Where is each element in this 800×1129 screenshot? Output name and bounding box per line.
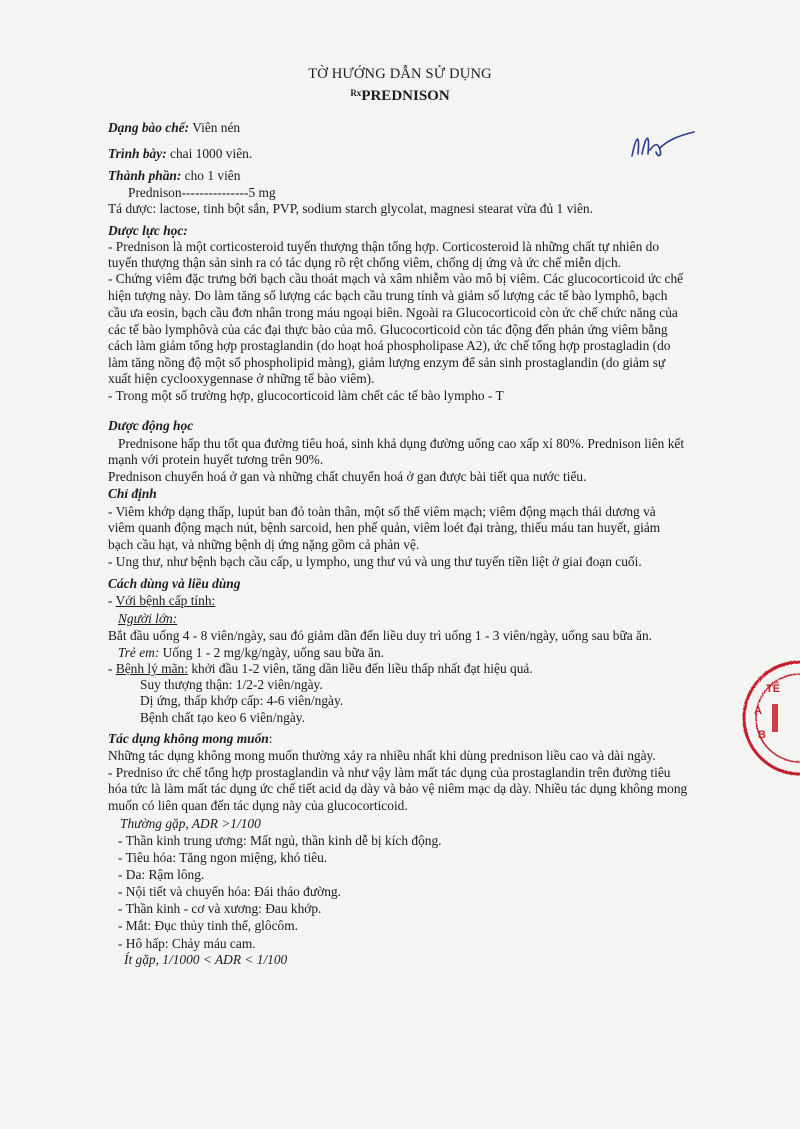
text-span: : bbox=[268, 731, 273, 746]
text-line bbox=[108, 748, 656, 764]
text-span: Dị ứng, thấp khớp cấp: 4-6 viên/ngày. bbox=[140, 693, 344, 708]
text-span: hóa tức là làm mất tác dụng ức chế tiết acid dạ dày và bảo vệ niêm mạc dạ dày. Nhiều tác dụng không mong bbox=[108, 781, 688, 796]
handwritten-signature bbox=[628, 126, 698, 166]
text-line bbox=[118, 645, 384, 661]
text-span: làm tăng nồng độ một số phospholipid màng), giảm lượng enzym để sản sinh prostaglandin (do giảm sự bbox=[108, 355, 666, 370]
text-span: bạch cầu hạt, và những bệnh dị ứng nặng gồm cả phản vệ. bbox=[108, 537, 420, 552]
text-span: Người lớn: bbox=[118, 611, 178, 626]
text-line bbox=[108, 223, 188, 239]
text-span: - Tiêu hóa: Tăng ngon miệng, khó tiêu. bbox=[118, 850, 328, 865]
text-line bbox=[108, 661, 533, 677]
text-span: Uống 1 - 2 mg/kg/ngày, uống sau bữa ăn. bbox=[159, 645, 384, 660]
text-span: mạnh với protein huyết tương trên 90%. bbox=[108, 452, 324, 467]
section-heading: Cách dùng và liều dùng bbox=[108, 576, 241, 591]
text-line bbox=[118, 918, 298, 934]
text-line bbox=[108, 628, 652, 644]
section-heading: Dược lực học: bbox=[108, 223, 188, 238]
text-span: - Chứng viêm đặc trưng bởi bạch cầu thoát mạch và xâm nhiễm vào mô bị viêm. Các glucocorticoid ức chế bbox=[108, 271, 684, 286]
text-line bbox=[118, 936, 256, 952]
section-heading: Tác dụng không mong muốn bbox=[108, 731, 269, 746]
text-span: Trẻ em: bbox=[118, 645, 160, 660]
text-line bbox=[108, 168, 240, 184]
text-line bbox=[108, 765, 671, 781]
text-span: muốn có liên quan đến tác dụng này của glucocorticoid. bbox=[108, 798, 408, 813]
text-span: Tá dược: lactose, tinh bột sắn, PVP, sodium starch glycolat, magnesi stearat vừa đủ 1 viên. bbox=[108, 201, 593, 216]
text-span: - Predniso ức chế tổng hợp prostaglandin và như vậy làm mất tác dụng của prostaglandin trên đường tiêu bbox=[108, 765, 671, 780]
text-span: - Ung thư, như bệnh bạch cầu cấp, u lympho, ung thư vú và ung thư tuyến tiền liệt ở giai đoạn cuối. bbox=[108, 554, 642, 569]
text-span: cách làm giảm tổng hợp prostaglandin (do hoạt hoá phospholipase A2), ức chế tổng hợp prostagladin (do bbox=[108, 338, 671, 353]
text-line bbox=[108, 781, 687, 797]
text-line bbox=[108, 305, 678, 321]
text-line bbox=[108, 520, 660, 536]
text-line bbox=[108, 537, 419, 553]
text-span: Prednisone hấp thu tốt qua đường tiêu hoá, sinh khả dụng đường uống cao xấp xỉ 80%. Prednison liên kết bbox=[118, 436, 685, 451]
text-line bbox=[108, 322, 668, 338]
text-line bbox=[118, 436, 684, 452]
section-heading: Chỉ định bbox=[108, 486, 157, 501]
text-line bbox=[124, 952, 287, 968]
text-line bbox=[108, 338, 671, 354]
text-line bbox=[140, 710, 305, 726]
stamp-text-2: A bbox=[754, 705, 762, 717]
section-heading: Thành phần: bbox=[108, 168, 182, 183]
text-line bbox=[108, 120, 240, 136]
stamp-text-1: TẾ bbox=[766, 683, 781, 695]
text-span: các tế bào lymphôvà của các đại thực bào của mô. Glucocorticoid còn tác động đến phản ứng viêm bằng bbox=[108, 322, 668, 337]
text-span: Bệnh chất tạo keo 6 viên/ngày. bbox=[140, 710, 305, 725]
text-line bbox=[108, 255, 621, 271]
text-span: Prednison chuyển hoá ở gan và những chất chuyển hoá ở gan được bài tiết qua nước tiểu. bbox=[108, 469, 587, 484]
stamp-text-3: B bbox=[758, 729, 766, 741]
rx-symbol: Rx bbox=[350, 88, 362, 98]
text-span: Viên nén bbox=[189, 120, 241, 135]
section-heading: Trình bày: bbox=[108, 146, 167, 161]
text-span: Bắt đầu uống 4 - 8 viên/ngày, sau đó giảm dần đến liều duy trì uống 1 - 3 viên/ngày, uống sau bữa ăn. bbox=[108, 628, 653, 643]
text-span: Thường gặp, ADR >1/100 bbox=[120, 816, 261, 831]
text-line bbox=[108, 469, 586, 485]
text-line bbox=[140, 693, 343, 709]
text-line bbox=[108, 504, 656, 520]
text-span: Với bệnh cấp tính: bbox=[115, 593, 216, 608]
text-span: Ít gặp, 1/1000 < ADR < 1/100 bbox=[124, 952, 288, 967]
text-span: hiện tượng này. Do làm tăng số lượng các bạch cầu trung tính và giảm số lượng các tế bào lymphô, bạch bbox=[108, 288, 668, 303]
text-line bbox=[118, 867, 204, 883]
product-name bbox=[0, 88, 800, 105]
text-line bbox=[140, 677, 323, 693]
text-line bbox=[108, 371, 374, 387]
section-heading: Dạng bào chế: bbox=[108, 120, 190, 135]
text-span: Những tác dụng không mong muốn thường xảy ra nhiều nhất khi dùng prednison liều cao và dài ngày. bbox=[108, 748, 656, 763]
text-span: - Thần kinh trung ương: Mất ngủ, thần kinh dễ bị kích động. bbox=[118, 833, 442, 848]
text-span: Prednison---------------5 mg bbox=[128, 185, 276, 200]
text-line bbox=[108, 271, 683, 287]
text-line bbox=[108, 239, 659, 255]
text-line bbox=[118, 850, 327, 866]
text-span: - Thần kinh - cơ và xương: Đau khớp. bbox=[118, 901, 322, 916]
text-line bbox=[108, 554, 642, 570]
text-line bbox=[108, 146, 252, 162]
text-span: - bbox=[108, 593, 116, 608]
text-line bbox=[118, 611, 177, 627]
text-span: chai 1000 viên. bbox=[166, 146, 253, 161]
text-line bbox=[118, 884, 341, 900]
text-span: - Trong một số trường hợp, glucocorticoid làm chết các tế bào lympho - T bbox=[108, 388, 504, 403]
text-line bbox=[108, 355, 665, 371]
text-span: - Viêm khớp dạng thấp, lupút ban đỏ toàn thân, một số thể viêm mạch; viêm động mạch thái dương và bbox=[108, 504, 656, 519]
text-span: - Prednison là một corticosteroid tuyến thượng thận tổng hợp. Corticosteroid là những chất tự nhiên do bbox=[108, 239, 660, 254]
text-line bbox=[108, 388, 504, 404]
text-line bbox=[108, 201, 593, 217]
text-line bbox=[108, 418, 193, 434]
text-line bbox=[108, 576, 240, 592]
product-label: PREDNISON bbox=[361, 88, 450, 104]
text-span: tuyến thượng thận sản sinh ra có tác dụng rõ rệt chống viêm, chống dị ứng và ức chế miễn dịch. bbox=[108, 255, 622, 270]
text-line bbox=[108, 731, 272, 747]
text-span: viêm quanh động mạch nút, bệnh sarcoid, hen phế quản, viêm loét đại tràng, thiếu máu tan huyết, giảm bbox=[108, 520, 661, 535]
text-line bbox=[108, 593, 215, 609]
text-span: xuất hiện cyclooxygennase ở những tế bào viêm). bbox=[108, 371, 375, 386]
text-line bbox=[120, 816, 261, 832]
text-span: khởi đầu 1-2 viên, tăng dần liều đến liều thấp nhất đạt hiệu quả. bbox=[187, 661, 533, 676]
text-span: - Nội tiết và chuyển hóa: Đái tháo đường. bbox=[118, 884, 341, 899]
text-span: cho 1 viên bbox=[181, 168, 241, 183]
red-stamp bbox=[728, 656, 800, 786]
text-line bbox=[128, 185, 276, 201]
section-heading: Dược động học bbox=[108, 418, 194, 433]
text-line bbox=[108, 288, 667, 304]
text-span: cầu ưa eosin, bạch cầu đơn nhân trong máu ngoại biên. Ngoài ra Glucocorticoid còn ức chế chức năng của bbox=[108, 305, 678, 320]
text-line bbox=[108, 798, 408, 814]
text-span: Suy thượng thận: 1/2-2 viên/ngày. bbox=[140, 677, 323, 692]
text-line bbox=[118, 901, 321, 917]
text-line bbox=[108, 452, 323, 468]
document-title: TỜ HƯỚNG DẪN SỬ DỤNG bbox=[308, 66, 492, 82]
text-span: - bbox=[108, 661, 116, 676]
text-span: - Mắt: Đục thủy tinh thể, glôcôm. bbox=[118, 918, 299, 933]
text-line bbox=[108, 486, 157, 502]
text-line bbox=[118, 833, 442, 849]
text-span: Bệnh lý mãn: bbox=[115, 661, 188, 676]
text-span: - Hô hấp: Chảy máu cam. bbox=[118, 936, 256, 951]
text-span: - Da: Rậm lông. bbox=[118, 867, 205, 882]
